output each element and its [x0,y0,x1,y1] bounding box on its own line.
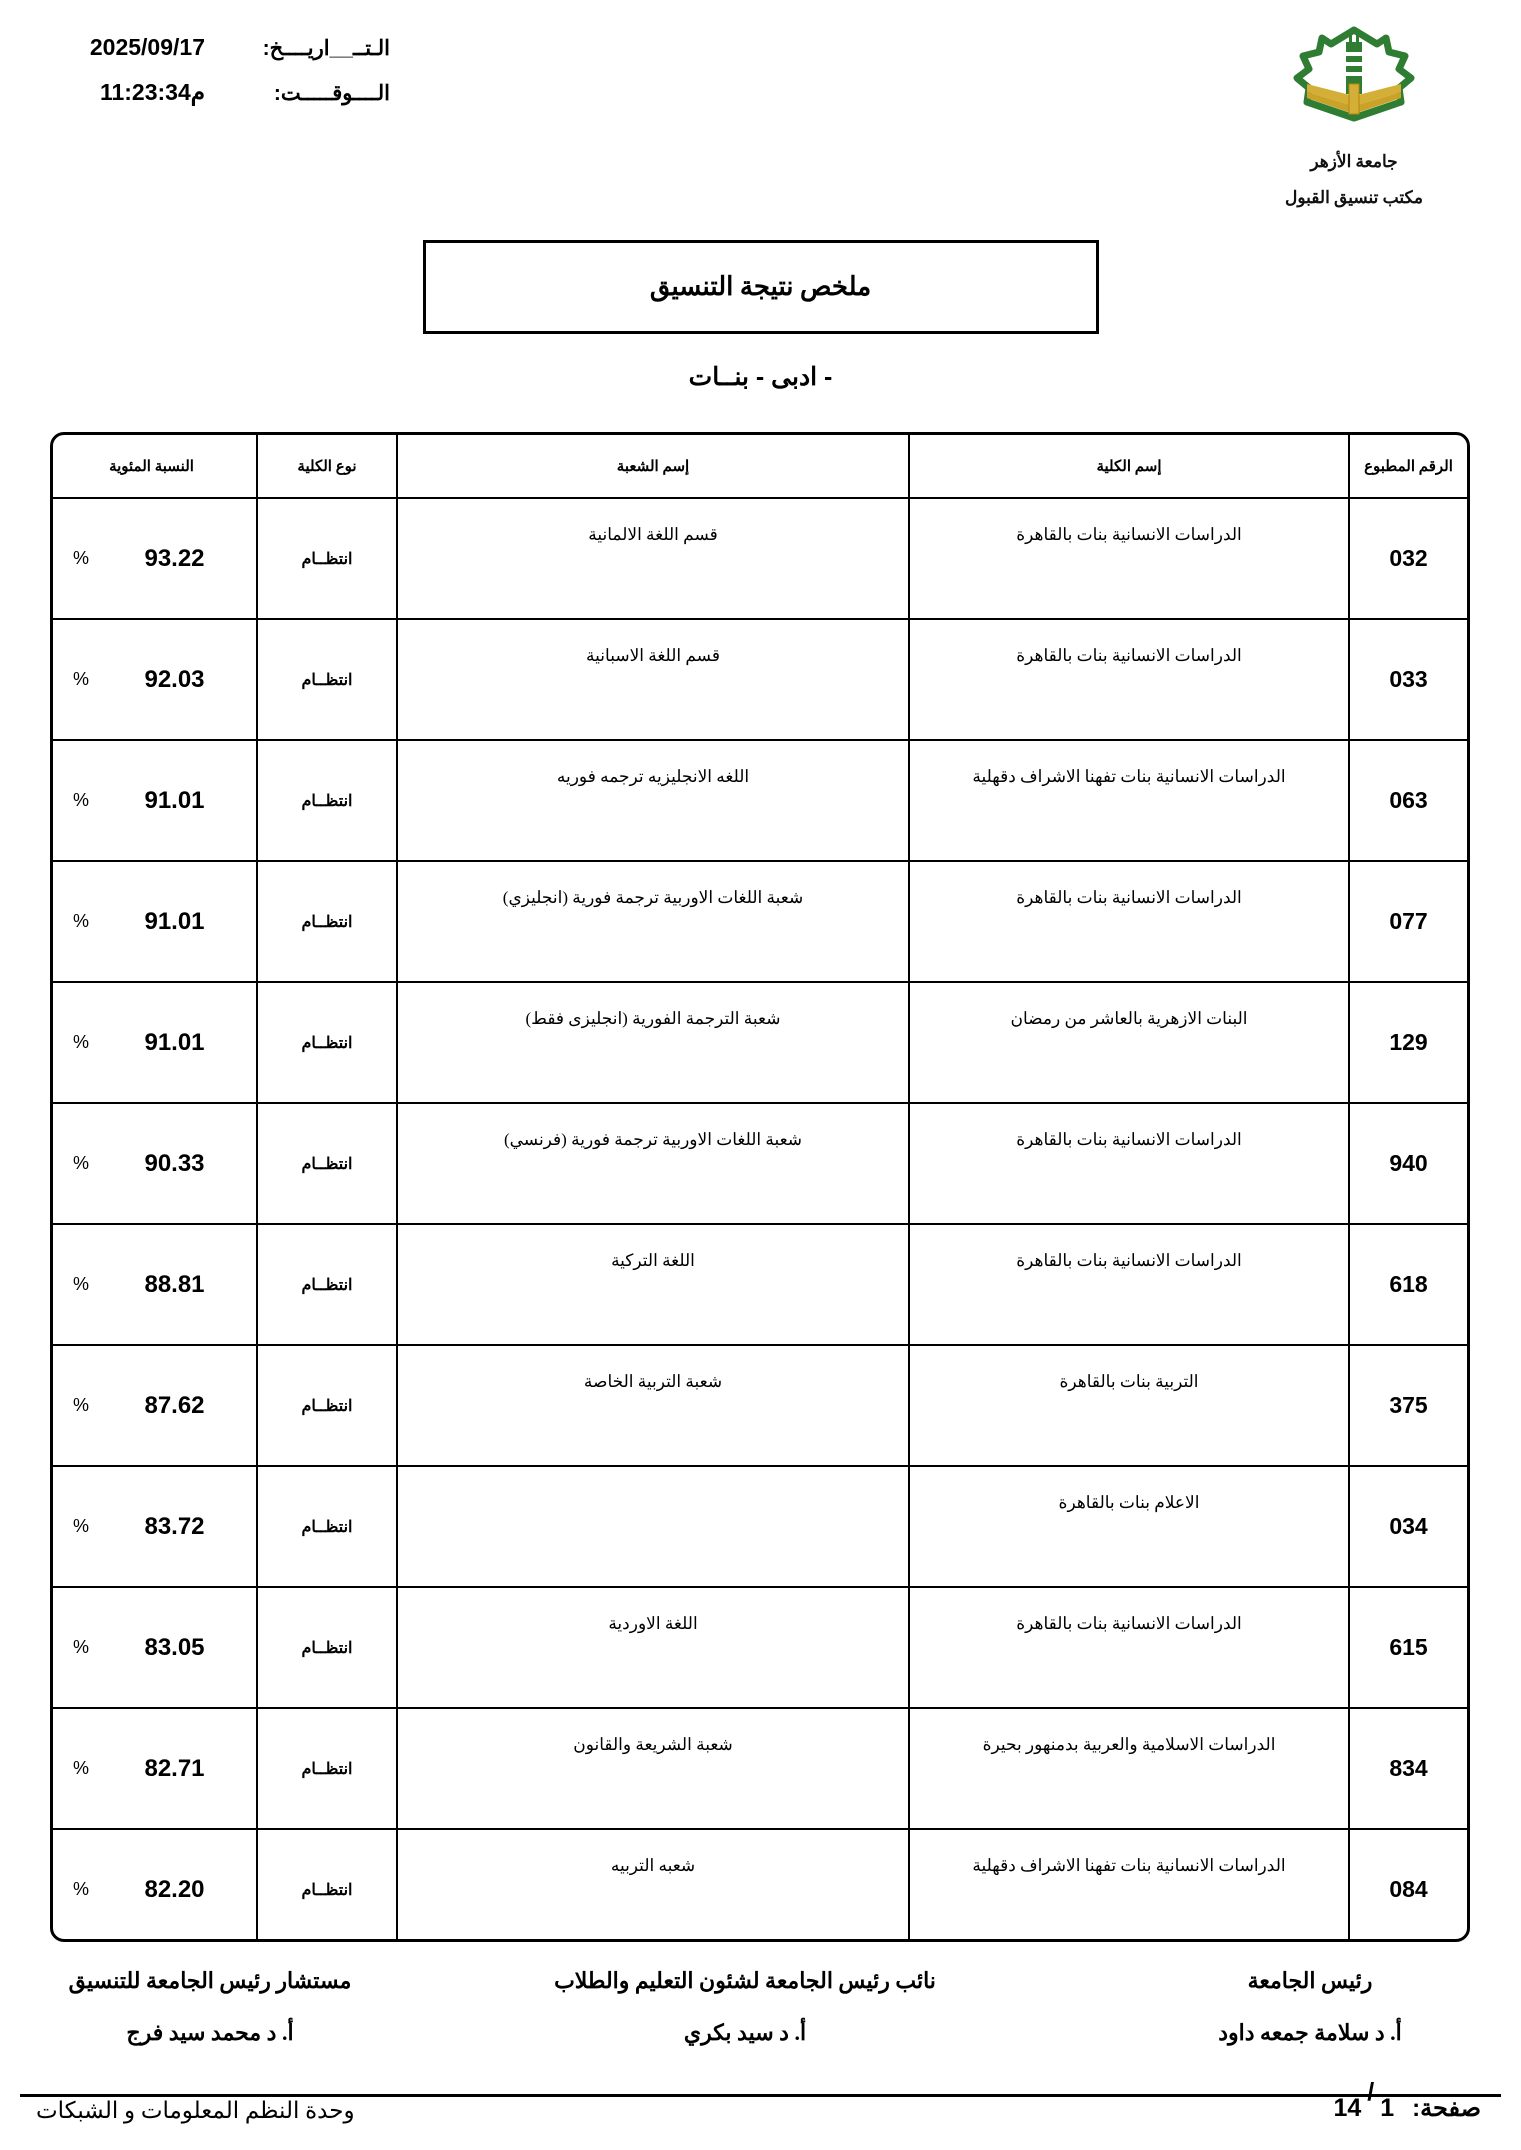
cell-faculty: الدراسات الانسانية بنات بالقاهرة [909,1103,1349,1224]
table-row [50,982,1467,1103]
cell-percent [50,1103,257,1224]
signature-name: أ. د محمد سيد فرج [126,2020,294,2045]
signature-title: مستشار رئيس الجامعة للتنسيق [68,1968,352,1993]
table-row [50,1708,1467,1829]
cell-branch: شعبة اللغات الاوربية ترجمة فورية (فرنسي) [397,1103,909,1224]
percent-sign: % [73,1879,90,1899]
percent-value: 93.22 [144,544,205,572]
cell-percent [50,1224,257,1345]
percent-value: 91.01 [144,786,205,814]
header-type: نوع الكلية [257,435,397,498]
date-value: 2025/09/17 [89,34,205,60]
cell-code: 834 [1349,1708,1467,1829]
time-row [60,79,390,106]
percent-value: 83.72 [144,1512,205,1540]
percent-sign: % [73,911,90,931]
header-branch: إسم الشعبة [397,435,909,498]
results-table-frame [50,432,1470,1942]
cell-code: 063 [1349,740,1467,861]
cell-branch: شعبة التربية الخاصة [397,1345,909,1466]
percent-sign: % [73,669,90,689]
table-row [50,1587,1467,1708]
cell-faculty: الدراسات الانسانية بنات بالقاهرة [909,498,1349,619]
page-current: 1 [1380,2094,1395,2122]
signature-block [60,1968,360,2046]
cell-type: انتظــام [257,1708,397,1829]
cell-branch: شعبة الشريعة والقانون [397,1708,909,1829]
cell-percent [50,619,257,740]
table-row [50,1103,1467,1224]
cell-type: انتظــام [257,1466,397,1587]
cell-code: 033 [1349,619,1467,740]
cell-branch: اللغة التركية [397,1224,909,1345]
cell-percent [50,1829,257,1942]
page-separator: / [1367,2078,1375,2106]
university-logo-icon [1289,22,1419,140]
page-number [1333,2078,1481,2123]
cell-code: 129 [1349,982,1467,1103]
percent-value: 91.01 [144,907,205,935]
office-name: مكتب تنسيق القبول [1285,188,1423,207]
percent-sign: % [73,548,90,568]
percent-value: 92.03 [144,665,205,693]
table-row [50,1829,1467,1942]
table-header-row [50,435,1467,498]
percent-value: 87.62 [144,1391,205,1419]
signature-name: أ. د سيد بكري [683,2020,807,2045]
report-title-box [423,240,1099,334]
cell-percent [50,498,257,619]
time-label: الــــوقـــــت: [273,82,390,105]
cell-faculty: الدراسات الانسانية بنات بالقاهرة [909,861,1349,982]
page-label: صفحة: [1412,2095,1481,2122]
cell-type: انتظــام [257,498,397,619]
cell-faculty: الدراسات الانسانية بنات تفهنا الاشراف دقهلية [909,740,1349,861]
cell-percent [50,1345,257,1466]
cell-faculty: البنات الازهرية بالعاشر من رمضان [909,982,1349,1103]
cell-faculty: الاعلام بنات بالقاهرة [909,1466,1349,1587]
percent-sign: % [73,1758,90,1778]
table-row [50,1224,1467,1345]
table-body [50,498,1467,1942]
cell-code: 375 [1349,1345,1467,1466]
report-title: ملخص نتيجة التنسيق [649,272,872,301]
cell-percent [50,740,257,861]
percent-sign: % [73,1153,90,1173]
header-faculty: إسم الكلية [909,435,1349,498]
table-row [50,740,1467,861]
cell-type: انتظــام [257,740,397,861]
cell-branch [397,1466,909,1587]
table-row [50,1345,1467,1466]
cell-type: انتظــام [257,1587,397,1708]
header-meta [60,34,390,124]
results-table [50,435,1467,1942]
cell-percent [50,1587,257,1708]
cell-code: 084 [1349,1829,1467,1942]
cell-branch: قسم اللغة الاسبانية [397,619,909,740]
percent-sign: % [73,1032,90,1052]
table-row [50,1466,1467,1587]
date-row [60,34,390,61]
signature-block [1160,1968,1460,2046]
cell-percent [50,982,257,1103]
cell-faculty: التربية بنات بالقاهرة [909,1345,1349,1466]
cell-type: انتظــام [257,982,397,1103]
signature-title: نائب رئيس الجامعة لشئون التعليم والطلاب [554,1968,936,1993]
percent-value: 90.33 [144,1149,205,1177]
cell-percent [50,861,257,982]
cell-type: انتظــام [257,1224,397,1345]
cell-type: انتظــام [257,1345,397,1466]
table-header [50,435,1467,498]
signature-title: رئيس الجامعة [1247,1968,1373,1993]
cell-code: 618 [1349,1224,1467,1345]
date-label: الـتــ__اريــــخ: [262,37,390,60]
cell-faculty: الدراسات الانسانية بنات بالقاهرة [909,1587,1349,1708]
cell-code: 077 [1349,861,1467,982]
percent-sign: % [73,1395,90,1415]
cell-faculty: الدراسات الانسانية بنات بالقاهرة [909,1224,1349,1345]
percent-value: 83.05 [144,1633,205,1661]
cell-branch: شعبة الترجمة الفورية (انجليزى فقط) [397,982,909,1103]
cell-code: 615 [1349,1587,1467,1708]
signature-name: أ. د سلامة جمعه داود [1218,2020,1402,2045]
page-total: 14 [1333,2094,1362,2122]
cell-type: انتظــام [257,861,397,982]
header-code: الرقم المطبوع [1349,435,1467,498]
table-row [50,861,1467,982]
cell-branch: اللغه الانجليزيه ترجمه فوريه [397,740,909,861]
percent-value: 88.81 [144,1270,205,1298]
cell-code: 034 [1349,1466,1467,1587]
cell-branch: اللغة الاوردية [397,1587,909,1708]
header-percent: النسبة المئوية [50,435,257,498]
time-value: 11:23:34م [99,79,205,105]
signature-row [60,1968,1460,2046]
cell-type: انتظــام [257,619,397,740]
university-name: جامعة الأزهر [1310,152,1398,171]
cell-type: انتظــام [257,1829,397,1942]
cell-percent [50,1466,257,1587]
cell-faculty: الدراسات الانسانية بنات بالقاهرة [909,619,1349,740]
cell-code: 940 [1349,1103,1467,1224]
cell-type: انتظــام [257,1103,397,1224]
cell-branch: شعبه التربيه [397,1829,909,1942]
signature-block [554,1968,936,2046]
footer-divider [20,2094,1501,2097]
cell-branch: قسم اللغة الالمانية [397,498,909,619]
cell-faculty: الدراسات الاسلامية والعربية بدمنهور بحيرة [909,1708,1349,1829]
cell-branch: شعبة اللغات الاوربية ترجمة فورية (انجليزي) [397,861,909,982]
cell-percent [50,1708,257,1829]
footer-unit-name: وحدة النظم المعلومات و الشبكات [36,2098,355,2123]
page-footer [0,2052,1521,2150]
percent-value: 82.20 [144,1875,205,1903]
cell-code: 032 [1349,498,1467,619]
percent-value: 82.71 [144,1754,205,1782]
percent-sign: % [73,1637,90,1657]
table-row [50,619,1467,740]
percent-sign: % [73,1274,90,1294]
percent-sign: % [73,790,90,810]
table-row [50,498,1467,619]
brand-block [1229,22,1479,208]
percent-sign: % [73,1516,90,1536]
report-subtitle: - ادبى - بنــات [688,363,833,391]
percent-value: 91.01 [144,1028,205,1056]
cell-faculty: الدراسات الانسانية بنات تفهنا الاشراف دقهلية [909,1829,1349,1942]
